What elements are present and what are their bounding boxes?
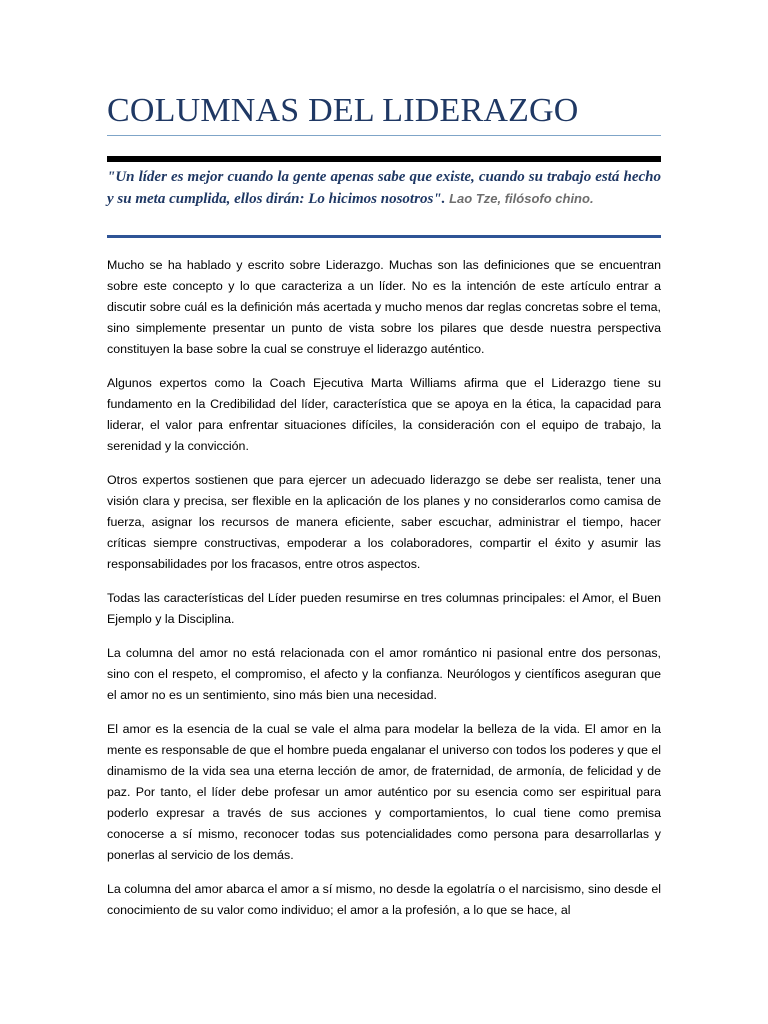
epigraph-quote [107,166,661,210]
paragraph: Otros expertos sostienen que para ejercer un adecuado liderazgo se debe ser realista, tener una visión clara y precisa, ser flexible en la aplicación de los planes y no considerarlos como camisa de fuerza, asignar los recursos de manera eficiente, saber escuchar, administrar el tiempo, hacer críticas siempre constructivas, empoderar a los colaboradores, compartir el éxito y asumir las responsabilidades por los fracasos, entre otros aspectos. [107,473,661,571]
paragraph: Todas las características del Líder pueden resumirse en tres columnas principales: el Amor, el Buen Ejemplo y la Disciplina. [107,591,661,626]
document-title: COLUMNAS DEL LIDERAZGO [107,92,579,129]
paragraph: Mucho se ha hablado y escrito sobre Liderazgo. Muchas son las definiciones que se encuentran sobre este concepto y lo que caracteriza a un líder. No es la intención de este artículo entrar a discutir sobre cuál es la definición más acertada y mucho menos dar reglas concretas sobre el tema, sino simplemente presentar un punto de vista sobre los pilares que desde nuestra perspectiva constituyen la base sobre la cual se construye el liderazgo auténtico. [107,258,661,356]
quote-bottom-border [107,235,661,238]
paragraph: El amor es la esencia de la cual se vale el alma para modelar la belleza de la vida. El amor en la mente es responsable de que el hombre pueda engalanar el universo con todos los poderes y que el dinamismo de la vida sea una eterna lección de amor, de fraternidad, de armonía, de felicidad y de paz. Por tanto, el líder debe profesar un amor auténtico por su esencia como ser espiritual para poderlo expresar a través de sus acciones y comportamientos, lo cual tiene como premisa conocerse a sí mismo, reconocer todas sus potencialidades como persona para desarrollarlas y ponerlas al servicio de los demás. [107,722,661,862]
paragraph: Algunos expertos como la Coach Ejecutiva Marta Williams afirma que el Liderazgo tiene su fundamento en la Credibilidad del líder, característica que se apoya en la ética, la capacidad para liderar, el valor para enfrentar situaciones difíciles, la consideración con el equipo de trabajo, la serenidad y la convicción. [107,376,661,453]
document-body [107,255,661,934]
paragraph: La columna del amor no está relacionada con el amor romántico ni pasional entre dos personas, sino con el respeto, el compromiso, el afecto y la confianza. Neurólogos y científicos aseguran que el amor no es un sentimiento, sino más bien una necesidad. [107,646,661,702]
title-underline [107,135,661,136]
quote-author: Lao Tze, filósofo chino. [449,191,594,206]
quote-text: "Un líder es mejor cuando la gente apenas sabe que existe, cuando su trabajo está hecho y su meta cumplida, ellos dirán: Lo hicimos nosotros". [107,169,661,207]
quote-top-border [107,156,661,162]
paragraph: La columna del amor abarca el amor a sí mismo, no desde la egolatría o el narcisismo, sino desde el conocimiento de su valor como individuo; el amor a la profesión, a lo que se hace, al [107,882,661,917]
